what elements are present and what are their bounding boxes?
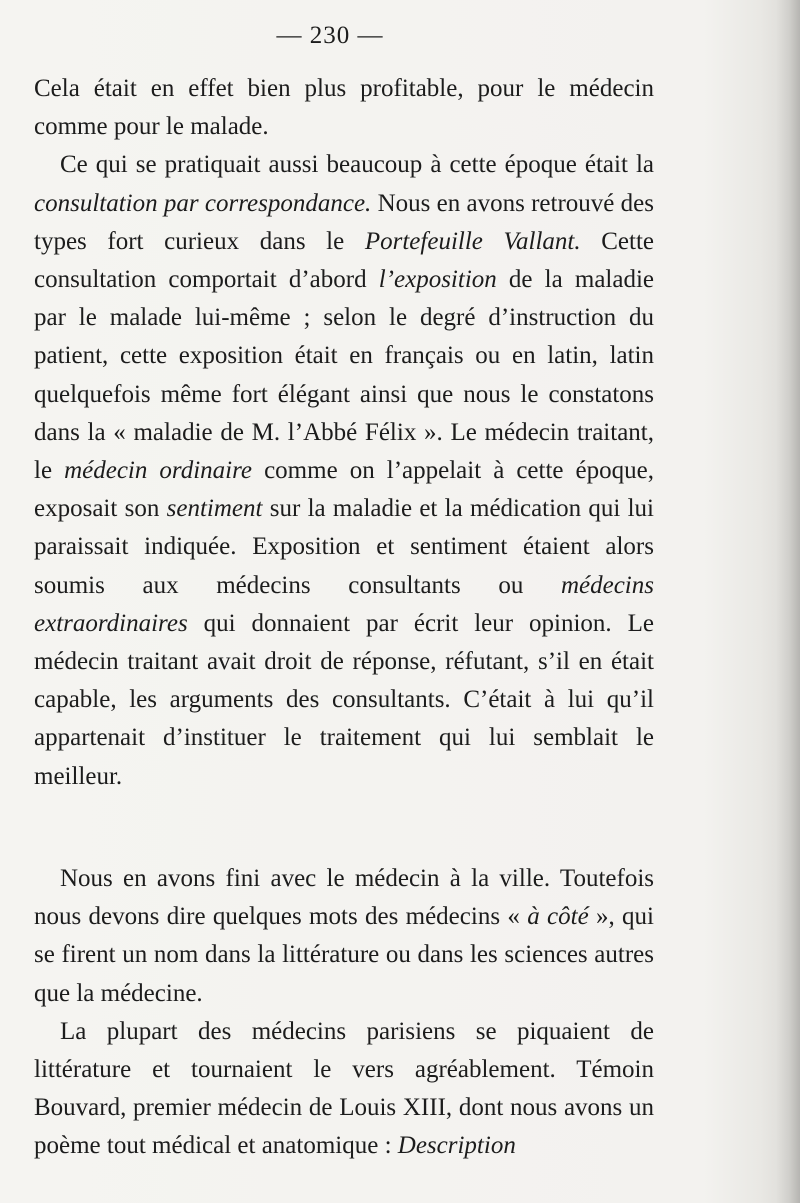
paragraph-litterature xyxy=(34,1013,654,1166)
paragraph-continuation xyxy=(34,70,654,146)
text-run: », qui se firent un nom dans la littérature ou dans les sciences autres que la médecine. xyxy=(34,903,655,1007)
italic-title: Description xyxy=(397,1132,516,1160)
paragraph-medecins-a-cote xyxy=(34,860,654,1013)
italic-term: à côté xyxy=(527,903,589,931)
paragraph-text: Cela était en effet bien plus profitable, pour le médecin comme pour le malade. xyxy=(34,75,654,141)
italic-title: Portefeuille Vallant. xyxy=(364,227,581,255)
text-run: Cette consultation comportait d’abord xyxy=(34,227,654,294)
page-number: — 230 — xyxy=(276,22,384,49)
paragraph-consultation xyxy=(34,146,654,795)
text-run: La plupart des médecins parisiens se piquaient de littérature et tournaient le vers agréablement. Témoin Bouvard, premier médecin de Louis XIII, dont nous avons un poème tout médical et anatomique : xyxy=(34,1017,654,1160)
italic-term: sentiment xyxy=(166,495,263,523)
page-gutter-shadow xyxy=(776,0,800,1203)
text-section-one xyxy=(34,70,654,796)
text-run: sur la maladie et la médication qui lui paraissait indiquée. Exposition et sentiment étaient alors soumis aux médecins consultants ou xyxy=(34,495,654,599)
text-run: Nous en avons fini avec le médecin à la ville. Toutefois nous devons dire quelques mots des médecins « xyxy=(34,865,654,931)
text-section-two xyxy=(34,860,654,1166)
text-run: Ce qui se pratiquait aussi beaucoup à cette époque était la xyxy=(60,151,654,179)
text-run: comme on l’appelait à cette époque, exposait son xyxy=(34,457,655,523)
italic-term: consultation par correspondance. xyxy=(34,189,372,217)
text-run: Nous en avons retrouvé des types fort curieux dans le xyxy=(34,189,654,255)
text-run: de la maladie par le malade lui-même ; selon le degré d’instruction du patient, cette exposition était en français ou en latin, latin quelquefois même fort élégant ainsi que nous le constatons dans la « maladie de M. l’Abbé Félix ». Le médecin traitant, le xyxy=(34,266,654,485)
italic-term: l’exposition xyxy=(378,266,497,294)
italic-term: médecin ordinaire xyxy=(64,457,253,485)
italic-term: médecins extraordinaires xyxy=(34,571,654,637)
text-run: qui donnaient par écrit leur opinion. Le médecin traitant avait droit de réponse, réfutant, s’il en était capable, les arguments des consultants. C’était à lui qu’il appartenait d’instituer le traitement qui lui semblait le meilleur. xyxy=(34,609,654,790)
